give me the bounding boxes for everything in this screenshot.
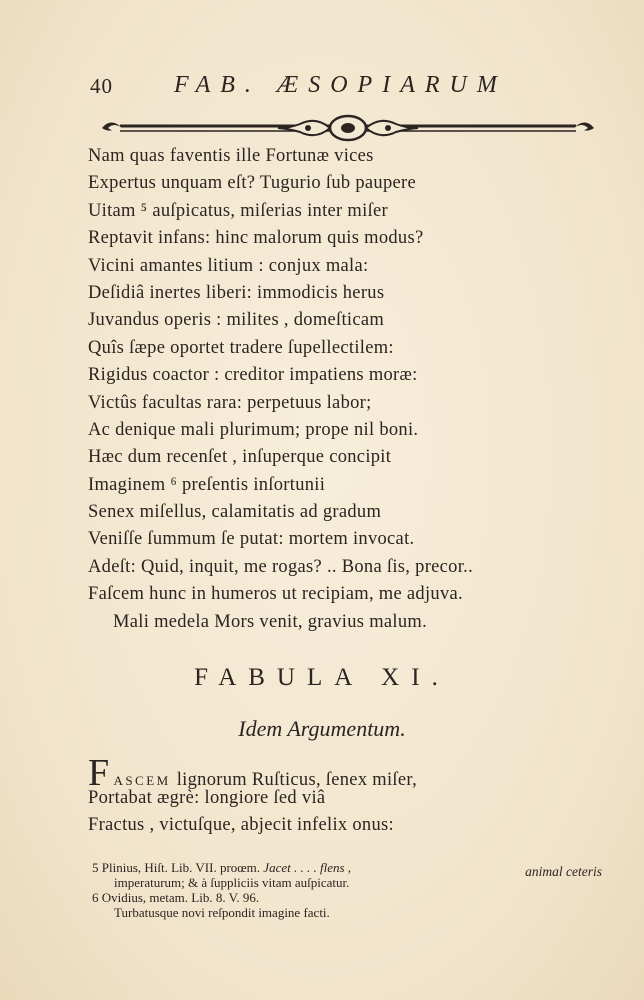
footnote-6-continuation: Turbatusque novi reſpondit imagine facti. — [114, 905, 330, 920]
footnote-5-quote: Jacet . . . . flens , — [263, 860, 352, 875]
footnote-5 — [92, 860, 602, 879]
poem-line: Expertus unquam eſt? Tugurio ſub paupere — [88, 173, 416, 194]
poem-line: Juvandus operis : milites , domeſticam — [88, 310, 385, 331]
fable-title: FABULA XI. — [194, 664, 450, 691]
fable-line: Fractus , victuſque, abjecit infelix onus: — [88, 815, 394, 835]
poem-line: Deſidiâ inertes liberi: immodicis herus — [88, 282, 385, 303]
poem-line: Hæc dum recenſet , inſuperque concipit — [88, 447, 392, 468]
small-caps-word: ASCEM — [113, 773, 171, 788]
poem-line: Victûs facultas rara: perpetuus labor; — [88, 392, 372, 413]
drop-cap: F — [88, 752, 110, 794]
fable-line: Portabat ægrè: longiore ſed viâ — [88, 788, 326, 808]
fable-text — [88, 752, 578, 839]
fable-subtitle: Idem Argumentum. — [238, 716, 406, 741]
page-number: 40 — [90, 74, 113, 98]
poem-line: Mali medela Mors venit, gravius malum. — [113, 611, 428, 632]
poem-line: Imaginem ⁶ preſentis inſortunii — [88, 474, 326, 495]
poem-line: Reptavit infans: hinc malorum quis modus? — [88, 228, 424, 249]
poem-line: Vicini amantes litium : conjux mala: — [88, 255, 369, 276]
footnote-5-right: animal ceteris — [525, 864, 602, 879]
poem-line: Rigidus coactor : creditor impatiens moræ: — [88, 365, 418, 386]
footnote-5-continuation: imperaturum; & à ſuppliciis vitam auſpicatur. — [114, 875, 350, 890]
poem-line: Adeſt: Quid, inquit, me rogas? .. Bona ſis, precor.. — [88, 556, 474, 577]
page-header — [90, 72, 560, 106]
poem-line: Faſcem hunc in humeros ut recipiam, me adjuva. — [88, 584, 463, 605]
running-head: FAB. ÆSOPIARUM — [174, 72, 507, 98]
footnote-6: 6 Ovidius, metam. Lib. 8. V. 96. — [92, 890, 260, 905]
footnote-5-ref: 5 Plinius, Hiſt. Lib. VII. proœm. — [92, 860, 261, 875]
poem-line: Ac denique mali plurimum; prope nil boni. — [88, 419, 419, 440]
poem-line: Uitam ⁵ auſpicatus, miſerias inter miſer — [88, 200, 388, 221]
poem-line: Veniſſe ſummum ſe putat: mortem invocat. — [88, 529, 415, 550]
footnotes — [92, 860, 602, 920]
poem-line: Quîs ſæpe oportet tradere ſupellectilem: — [88, 337, 394, 358]
fable-line-rest: lignorum Ruſticus, ſenex miſer, — [176, 770, 418, 790]
poem-line: Nam quas faventis ille Fortunæ vices — [88, 146, 374, 166]
fable-first-line — [88, 752, 578, 794]
poem-text — [88, 143, 578, 636]
poem-line: Senex miſellus, calamitatis ad gradum — [88, 502, 382, 523]
